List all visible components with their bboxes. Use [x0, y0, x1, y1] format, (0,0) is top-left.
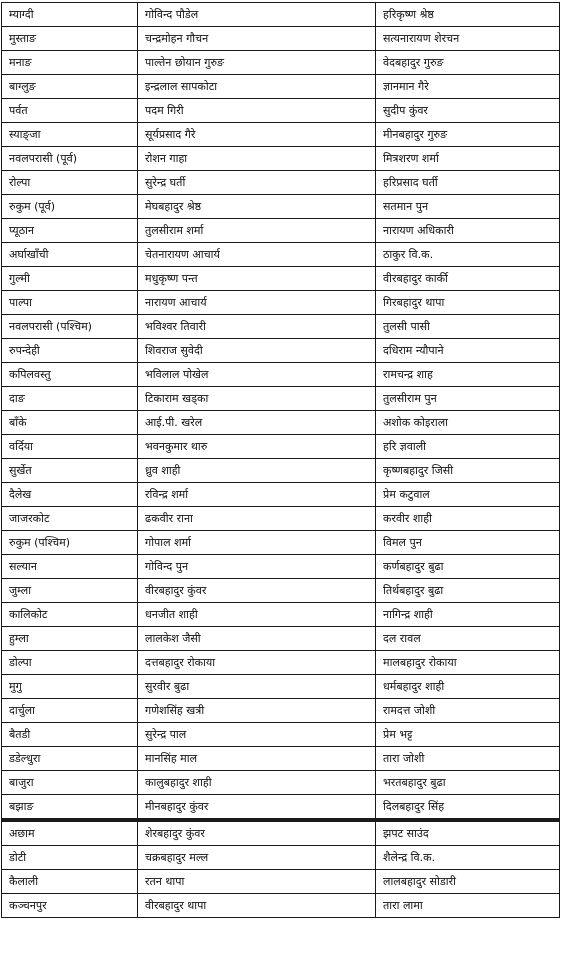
- coordinator-cell: शेरबहादुर कुंवर: [138, 820, 376, 846]
- secretary-cell: वेदबहादुर गुरुङ: [376, 51, 560, 75]
- district-cell: मुगु: [2, 675, 138, 699]
- table-row: [2, 846, 560, 870]
- coordinator-cell: धनजीत शाही: [138, 603, 376, 627]
- district-table: [1, 2, 560, 918]
- secretary-cell: तिर्थबहादुर बुढा: [376, 579, 560, 603]
- table-row: [2, 363, 560, 387]
- district-cell: बैतडी: [2, 723, 138, 747]
- district-cell: दाङ: [2, 387, 138, 411]
- coordinator-cell: लालकेश जैसी: [138, 627, 376, 651]
- coordinator-cell: सूर्यप्रसाद गैरे: [138, 123, 376, 147]
- district-cell: पर्वत: [2, 99, 138, 123]
- coordinator-cell: गणेशसिंह खत्री: [138, 699, 376, 723]
- district-cell: रुकुम (पश्चिम): [2, 531, 138, 555]
- secretary-cell: कृष्णबहादुर जिसी: [376, 459, 560, 483]
- coordinator-cell: मधुकृष्ण पन्त: [138, 267, 376, 291]
- coordinator-cell: रतन थापा: [138, 870, 376, 894]
- coordinator-cell: वीरबहादुर कुंवर: [138, 579, 376, 603]
- table-row: [2, 435, 560, 459]
- district-cell: म्याग्दी: [2, 3, 138, 27]
- secretary-cell: ज्ञानमान गैरे: [376, 75, 560, 99]
- coordinator-cell: टिकाराम खड्का: [138, 387, 376, 411]
- table-row: [2, 579, 560, 603]
- district-cell: वर्दिया: [2, 435, 138, 459]
- table-row: [2, 195, 560, 219]
- coordinator-cell: तुलसीराम शर्मा: [138, 219, 376, 243]
- secretary-cell: हरिप्रसाद घर्ती: [376, 171, 560, 195]
- table-row: [2, 603, 560, 627]
- coordinator-cell: मीनबहादुर कुंवर: [138, 795, 376, 821]
- table-row: [2, 795, 560, 821]
- table-row: [2, 483, 560, 507]
- district-table-body: [2, 3, 560, 918]
- table-row: [2, 243, 560, 267]
- coordinator-cell: सुरेन्द्र घर्ती: [138, 171, 376, 195]
- district-cell: नवलपरासी (पूर्व): [2, 147, 138, 171]
- table-row: [2, 459, 560, 483]
- coordinator-cell: रविन्द्र शर्मा: [138, 483, 376, 507]
- secretary-cell: सतमान पुन: [376, 195, 560, 219]
- district-cell: सुर्खेत: [2, 459, 138, 483]
- district-cell: कपिलवस्तु: [2, 363, 138, 387]
- table-row: [2, 219, 560, 243]
- district-cell: बाग्लुङ: [2, 75, 138, 99]
- secretary-cell: नागिन्द्र शाही: [376, 603, 560, 627]
- coordinator-cell: शिवराज सुवेदी: [138, 339, 376, 363]
- table-row: [2, 820, 560, 846]
- secretary-cell: धर्मबहादुर शाही: [376, 675, 560, 699]
- coordinator-cell: पदम गिरी: [138, 99, 376, 123]
- district-cell: दार्चुला: [2, 699, 138, 723]
- secretary-cell: गिरबहादुर थापा: [376, 291, 560, 315]
- coordinator-cell: ध्रुव शाही: [138, 459, 376, 483]
- secretary-cell: रामचन्द्र शाह: [376, 363, 560, 387]
- coordinator-cell: चेतनारायण आचार्य: [138, 243, 376, 267]
- table-row: [2, 27, 560, 51]
- district-cell: डोटी: [2, 846, 138, 870]
- secretary-cell: सुदीप कुंवर: [376, 99, 560, 123]
- coordinator-cell: मानसिंह माल: [138, 747, 376, 771]
- secretary-cell: दधिराम न्यौपाने: [376, 339, 560, 363]
- secretary-cell: विमल पुन: [376, 531, 560, 555]
- district-cell: कालिकोट: [2, 603, 138, 627]
- coordinator-cell: गोपाल शर्मा: [138, 531, 376, 555]
- table-row: [2, 627, 560, 651]
- district-cell: रुपन्देही: [2, 339, 138, 363]
- district-cell: बझाङ: [2, 795, 138, 821]
- coordinator-cell: गोविन्द पौडेल: [138, 3, 376, 27]
- district-cell: सल्यान: [2, 555, 138, 579]
- district-cell: बाजुरा: [2, 771, 138, 795]
- secretary-cell: मीनबहादुर गुरुङ: [376, 123, 560, 147]
- secretary-cell: वीरबहादुर कार्की: [376, 267, 560, 291]
- table-row: [2, 171, 560, 195]
- table-row: [2, 315, 560, 339]
- table-row: [2, 723, 560, 747]
- coordinator-cell: मेघबहादुर श्रेष्ठ: [138, 195, 376, 219]
- secretary-cell: मित्रशरण शर्मा: [376, 147, 560, 171]
- secretary-cell: प्रेम कटुवाल: [376, 483, 560, 507]
- district-cell: डडेल्धुरा: [2, 747, 138, 771]
- coordinator-cell: सुरवीर बुढा: [138, 675, 376, 699]
- table-row: [2, 339, 560, 363]
- table-row: [2, 387, 560, 411]
- coordinator-cell: चक्रबहादुर मल्ल: [138, 846, 376, 870]
- district-cell: डोल्पा: [2, 651, 138, 675]
- coordinator-cell: इन्द्रलाल सापकोटा: [138, 75, 376, 99]
- district-cell: गुल्मी: [2, 267, 138, 291]
- secretary-cell: दिलबहादुर सिंह: [376, 795, 560, 821]
- district-cell: अछाम: [2, 820, 138, 846]
- coordinator-cell: गोविन्द पुन: [138, 555, 376, 579]
- coordinator-cell: सुरेन्द्र पाल: [138, 723, 376, 747]
- coordinator-cell: भविलाल पोखेल: [138, 363, 376, 387]
- table-row: [2, 531, 560, 555]
- coordinator-cell: भवनकुमार थारु: [138, 435, 376, 459]
- table-row: [2, 99, 560, 123]
- secretary-cell: तुलसी पासी: [376, 315, 560, 339]
- secretary-cell: हरिकृष्ण श्रेष्ठ: [376, 3, 560, 27]
- secretary-cell: तारा लामा: [376, 894, 560, 918]
- secretary-cell: हरि ज्ञवाली: [376, 435, 560, 459]
- secretary-cell: नारायण अधिकारी: [376, 219, 560, 243]
- district-cell: हुम्ला: [2, 627, 138, 651]
- table-row: [2, 291, 560, 315]
- table-row: [2, 651, 560, 675]
- district-cell: रोल्पा: [2, 171, 138, 195]
- district-cell: मुस्ताङ: [2, 27, 138, 51]
- secretary-cell: शैलेन्द्र वि.क.: [376, 846, 560, 870]
- district-cell: नवलपरासी (पश्चिम): [2, 315, 138, 339]
- coordinator-cell: चन्द्रमोहन गौचन: [138, 27, 376, 51]
- table-row: [2, 699, 560, 723]
- table-row: [2, 51, 560, 75]
- coordinator-cell: नारायण आचार्य: [138, 291, 376, 315]
- district-cell: जुम्ला: [2, 579, 138, 603]
- secretary-cell: प्रेम भट्ट: [376, 723, 560, 747]
- secretary-cell: लालबहादुर सोडारी: [376, 870, 560, 894]
- secretary-cell: तुलसीराम पुन: [376, 387, 560, 411]
- table-row: [2, 555, 560, 579]
- secretary-cell: तारा जोशी: [376, 747, 560, 771]
- table-row: [2, 123, 560, 147]
- table-row: [2, 411, 560, 435]
- district-cell: जाजरकोट: [2, 507, 138, 531]
- table-row: [2, 3, 560, 27]
- secretary-cell: दल रावल: [376, 627, 560, 651]
- secretary-cell: झपट साउंद: [376, 820, 560, 846]
- table-row: [2, 267, 560, 291]
- coordinator-cell: कालुबहादुर शाही: [138, 771, 376, 795]
- table-row: [2, 75, 560, 99]
- district-cell: पाल्पा: [2, 291, 138, 315]
- secretary-cell: ठाकुर वि.क.: [376, 243, 560, 267]
- district-cell: बाँके: [2, 411, 138, 435]
- table-row: [2, 675, 560, 699]
- coordinator-cell: भविश्वर तिवारी: [138, 315, 376, 339]
- district-cell: स्याङ्जा: [2, 123, 138, 147]
- coordinator-cell: पाल्तेन छोयान गुरुङ: [138, 51, 376, 75]
- coordinator-cell: ढकवीर राना: [138, 507, 376, 531]
- district-cell: कैलाली: [2, 870, 138, 894]
- district-cell: रुकुम (पूर्व): [2, 195, 138, 219]
- district-cell: अर्घाखाँची: [2, 243, 138, 267]
- district-cell: मनाङ: [2, 51, 138, 75]
- secretary-cell: करवीर शाही: [376, 507, 560, 531]
- coordinator-cell: आई.पी. खरेल: [138, 411, 376, 435]
- table-row: [2, 771, 560, 795]
- district-cell: प्यूठान: [2, 219, 138, 243]
- secretary-cell: रामदत्त जोशी: [376, 699, 560, 723]
- table-row: [2, 870, 560, 894]
- table-row: [2, 747, 560, 771]
- coordinator-cell: वीरबहादुर थापा: [138, 894, 376, 918]
- secretary-cell: मालबहादुर रोकाया: [376, 651, 560, 675]
- table-row: [2, 507, 560, 531]
- coordinator-cell: रोशन गाहा: [138, 147, 376, 171]
- secretary-cell: अशोक कोइराला: [376, 411, 560, 435]
- coordinator-cell: दत्तबहादुर रोकाया: [138, 651, 376, 675]
- district-cell: दैलेख: [2, 483, 138, 507]
- table-row: [2, 894, 560, 918]
- secretary-cell: सत्यनारायण शेरचन: [376, 27, 560, 51]
- secretary-cell: भरतबहादुर बुढा: [376, 771, 560, 795]
- table-row: [2, 147, 560, 171]
- secretary-cell: कर्णबहादुर बुढा: [376, 555, 560, 579]
- district-cell: कञ्चनपुर: [2, 894, 138, 918]
